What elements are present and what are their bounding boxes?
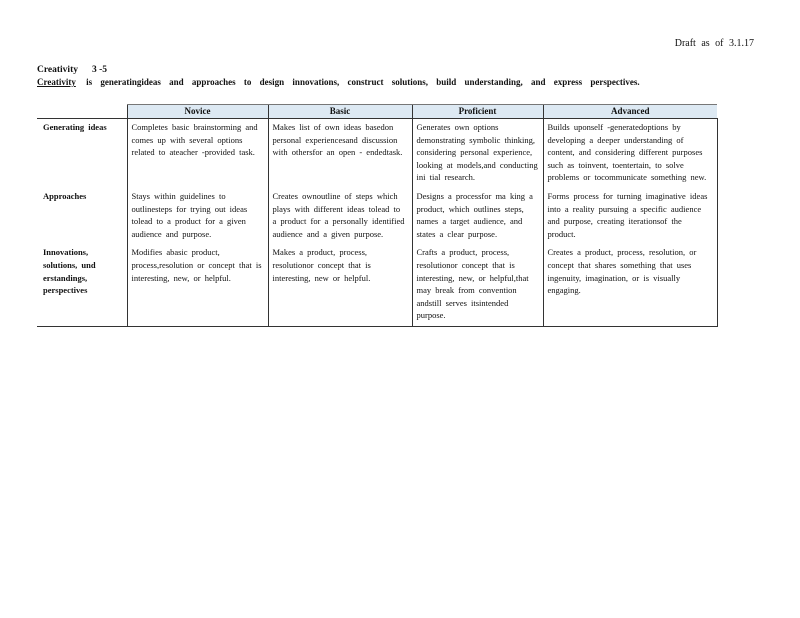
row-label-generating-ideas: Generating ideas [43, 122, 107, 132]
row-label-innovations: Innovations, solutions, und erstandings, perspectives [37, 244, 127, 326]
heading-title: Creativity [37, 65, 78, 75]
column-header-novice: Novice [127, 105, 268, 119]
table-row [37, 244, 717, 326]
cell-novice: Stays within guidelines to outlinesteps for trying out ideas tolead to a product for a given audience and purpose. [127, 188, 268, 244]
definition-text: is generatingideas and approaches to design innovations, construct solutions, build understanding, and express perspectives. [86, 77, 640, 87]
cell-basic: Creates ownoutline of steps which plays with different ideas tolead to a product for a personally identified audience and a given purpose. [268, 188, 412, 244]
table-row [37, 188, 717, 244]
cell-novice: Modifies abasic product, process,resolution or concept that is interesting, new, or helpful. [127, 244, 268, 326]
column-header-advanced: Advanced [543, 105, 717, 119]
rubric-heading [37, 65, 107, 75]
heading-grade: 3 -5 [91, 65, 108, 75]
cell-proficient: Crafts a product, process, resolutionor concept that is interesting, new, or helpful,that may break from convention andstill serves itsintended purpose. [412, 244, 543, 326]
draft-note: Draft as of 3.1.17 [674, 38, 754, 49]
row-label-approaches: Approaches [43, 190, 87, 201]
cell-novice: Completes basic brainstorming and comes up with several options related to ateacher -provided task. [127, 119, 268, 188]
column-header-proficient: Proficient [412, 105, 543, 119]
cell-advanced: Creates a product, process, resolution, or concept that shares something that uses ingenuity, imagination, or is visually engaging. [543, 244, 717, 326]
creativity-definition [37, 77, 640, 87]
cell-advanced: Forms process for turning imaginative ideas into a reality pursuing a specific audience and purpose, creating iterationsof the product. [543, 188, 717, 244]
column-header-basic: Basic [268, 105, 412, 119]
header-row [37, 105, 717, 119]
cell-basic: Makes list of own ideas basedon personal experiencesand discussion with othersfor an open - endedtask. [268, 119, 412, 188]
cell-proficient: Designs a processfor ma king a product, which outlines steps, names a target audience, and states a clear purpose. [412, 188, 543, 244]
cell-proficient: Generates own options demonstrating symbolic thinking, considering personal experience, looking at models,and conducting ini tial research. [412, 119, 543, 188]
definition-term: Creativity [37, 77, 76, 87]
cell-basic: Makes a product, process, resolutionor concept that is interesting, new or helpful. [268, 244, 412, 326]
header-corner [37, 105, 127, 119]
table-row [37, 119, 717, 188]
rubric-table [37, 104, 718, 327]
cell-advanced: Builds uponself -generatedoptions by developing a deeper understanding of content, and considering different purposes such as toinvent, toentertain, to solve problems or tocommunicate something new. [543, 119, 717, 188]
